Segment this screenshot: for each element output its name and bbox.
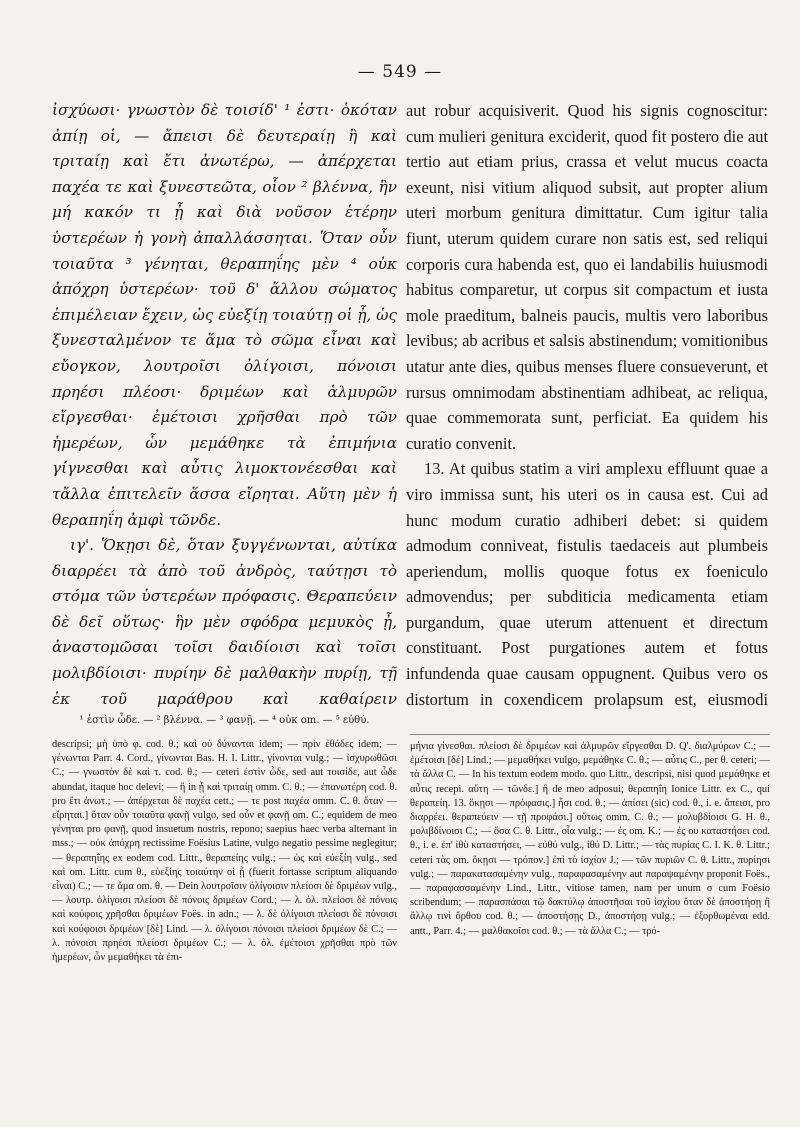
greek-reference-footnotes: ¹ ἐστὶν ὧδε. — ² βλέννα. — ³ φανῇ. — ⁴ οὐκ om. — ⁵ εὐθύ. [79,715,370,726]
greek-text-column [52,98,397,710]
greek-paragraph: ιγ'. Ὅκῃσι δὲ, ὅταν ξυγγένωνται, αὐτίκα διαρρέει τὰ ἀπὸ τοῦ ἀνδρὸς, ταύτῃσι τὸ στόμα τῶν ὑστερέων πρόφασις. Θεραπεύειν δὲ δεῖ οὕτως· ἣν μὲν σφόδρα μεμυκὸς ᾖ, ἀναστομῶσαι τοῖσι δαιδίοισι καὶ τοῖσι μολιβδίοισι· πυρίην δὲ μαλθακὴν πυρίῃ, τῇ ἐκ τοῦ μαράθρου καὶ καθαίρειν [52,536,397,708]
greek-paragraph: ἰσχύωσι· γνωστὸν δὲ τοισίδ' ¹ ἐστι· ὁκόταν ἀπίῃ οἱ, — ἄπεισι δὲ δευτεραίῃ ἢ καὶ τριταίῃ καὶ ἔτι ἀνωτέρω, — ἀπέρχεται παχέα τε καὶ ξυνεστεῶτα, οἷον ² βλέννα, ἣν μή κακόν τι ᾖ καὶ διὰ νοῦσον ἑτέρην ὑστερέων ἡ γονὴ ἀπαλλάσσηται. Ὅταν οὖν τοιαῦτα ³ γένηται, θεραπηΐης μὲν ⁴ οὐκ ἀπόχρη ὑστερέων· τοῦ δ' ἄλλου σώματος ἐπιμέλειαν ἔχειν, ὡς εὐεξίῃ τοιαύτῃ οἱ ᾖ, ὡς ξυνεσταλμένον τε ἅμα τὸ σῶμα εἶναι καὶ εὔογκον, λουτροῖσι ὀλίγοισι, πόνοισι πρηέσι πλέοσι· δριμέων καὶ ἁλμυρῶν εἴργεσθαι· ἐμέτοισι χρῆσθαι πρὸ τῶν ἡμερέων, ὧν μεμάθηκε τὰ ἐπιμήνια γίγνεσθαι καὶ αὖτις λιμοκτονέεσθαι καὶ τἄλλα ἐπιτελεῖν ἅσσα εἴρηται. Αὕτη μὲν ἡ θεραπηΐη ἀμφὶ τῶνδε. [52,101,397,529]
apparatus-divider [410,734,770,735]
page-number: — 549 — [357,62,443,82]
critical-apparatus-right [410,740,770,1112]
latin-paragraph: 13. At quibus statim a viri amplexu effluunt quae a viro immissa sunt, his uteri os in causa est. Cui ad hunc modum curatio adhiberi debet: si quidem admodum conniveat, fistulis taedaceis aut plumbeis aperiendum, mollis quoque fotus ex foeniculo admovendus; per subditicia medicamenta etiam purgandum, quae uterum attenuent et directum constituant. Post purgationes autem et fotus infundenda quae causam oppugnent. Quibus vero os distortum in coxendicem prolapsum est, eiusmodi [406,459,768,709]
latin-paragraph: aut robur acquisiverit. Quod his signis cognoscitur: cum mulieri genitura exciderit, quod fit postero die aut tertio aut etiam prius, crassa et velut mucus coacta exeunt, nisi vitium aliquod subsit, aut propter alium uteri morbum genitura dimittatur. Cum igitur talia fiunt, uterum quidem curare non satis est, sed reliqui corporis cura habenda est, quo ei landabilis huiusmodi habitus comparetur, ut corpus sit compactum et iusta mole praeditum, balneis paucis, multis vero laboribus levibus; ab acribus et salsis abstinendum; vomitionibus utatur ante dies, quibus menses fluere consueverunt, et rursus omnimodam abstinentiam adhibeat, ac reliqua, quae commemorata sunt, perficiat. Ea quidem his curatio convenit. [406,101,768,453]
apparatus-text: μήνια γίνεσθαι. πλείοσι δὲ δριμέων καὶ ἁλμυρῶν εἴργεσθαι D. Q'. διαλμύρων C.; — ἐμέτοισι [δὲ] Lind.; — μεμαθήκει vulgo, μεμάθηκε C. θ.; — αὖτις C., per θ. ceteri; — τὰ ἄλλα C. — In his textum eodem modo. quo Littr., descripsi, nisi quod μεμάθηκε et αὖτις recepi. αὕτη — τῶνδε.] ἢ de meo adposui; θεραπηΐη Ionice Littr. ex C., qui θεραπείη. 13. ὅκῃσι — πρόφασις.] ἦσι cod. θ.; — ἀπίσει (sic) cod. θ., i. e. ἄπεισι, pro διαρρέει. θεραπεύειν — τῇ προφάσι.] οὕτως omm. C. θ.; — μολυβδίοισι G. H. θ., μολιβδίνοισι C.; — ὅσα C. θ. Littr., οἷα vulg.; — ἐς om. K.; — ἐς ου καταστήσει cod. θ., i. e. ἐπ' ἰθὺ καταστήσει, — εὐθύ vulg., ἰθύ D. Littr.; — τὰς πυρίας C. I. K. θ. Littr.; ceteri τὰς om. ὅκῃσι — τρόπον.] ἐπὶ τὸ ἰσχίον J.; — τῶν πυριῶν C. θ. Littr., πυρίησι vulg.; — παρακατασαμένην vulg., παραφασαμένην aut παραψαμένην proponit Foës., — παραφασσαμένην Lind., Littr., vitiose tamen, nam per unum σ cum Foësio scribendum; — παρασπάσαι τῷ δακτύλῳ ἀποστῆσαι τοῦ ἰσχίου ὅταν δὲ ἀποστήσῃ ἢ ἄλλῳ τινὶ ὄρθου cod. θ.; — ἀποστήσῃς D., ἀποστήσῃ vulg.; — ἐξορθωμέναι edd. antt., Parr. 4.; — μαλθακοῖσι cod. θ.; — τὰ ἄλλα C.; — τρό- [410,741,770,937]
critical-apparatus-left [52,738,397,1114]
latin-text-column [406,98,768,710]
apparatus-text: descripsi; μὴ ὑπὸ φ. cod. θ.; καὶ οὐ δύνανται idem; — πρὶν ἐθάδες idem; — γένωνται Parr. 4. Cord., γίνωνται Bas. H. I. Littr., γίνονται vulg.; — ἰσχυρωθῶσι C.; — γνωστὸν δὲ καὶ τ. cod. θ.; — ceteri ἐστὶν ὧδε, sed aut τοισίδε, aut ὧδε abundat, itaque hoc delevi; — ἢ in ᾗ καὶ τριταίῃ omm. C. θ.; — ἐπανωτέρη cod. θ. pro ἔτι ἀνωτ.; — ἀπέρχεται δὲ παχέα cett.; — τε post παχέα omm. C. θ. ὅταν — εἴρηται.] ὅταν οὖν τοιαῦτα φανῇ vulgo, sed οὖν et φανῇ om. C.; equidem de meo γένηται pro φανῇ, quod insuetum nostris, repono; saepius haec verba alternant in mss.; — οὐκ ἀπόχρη rectissime Foësius Latine, vulgo negatio pessime neglegitur; — θεραπηΐης ex eodem cod. Littr., θεραπείης vulg.; — ὡς καὶ εὐεξίη vulg., sed καὶ om. Littr. cum θ., εὐεξίης τοιαύτην οἱ ᾖ (fuerit fortasse scriptum aliquando εἶναι) C.; — τε ἅμα om. θ. — Dein λουτροῖσιν ὀλίγοισιν πλείοσι δὲ δριμέων vulg., — λουτρ. ὀλίγοισι πλείοσι δὲ πόνοις δριμέων Cord.; — λ. ὀλ. πλείοσι δὲ πόνοις καὶ κούφοις χρῆσθαι δριμέων Foës. in adn.; — λ. δὲ ὀλίγοισι πλείοσι δὲ πόνοισι καὶ κούφοισι δριμέων [δὲ] Lind. — λ. ὀλίγοισι πόνοισι πλείοσι δριμέων δὲ C.; — λ. πόνοισι πρηέσι πλείοσι δριμέων C.; — λ. ὀλ. ἐμέτοισι χρῆσθαι πρὸ τῶν ἡμερέων, ὧν μεμαθήκει τὰ ἐπι- [52,739,397,964]
